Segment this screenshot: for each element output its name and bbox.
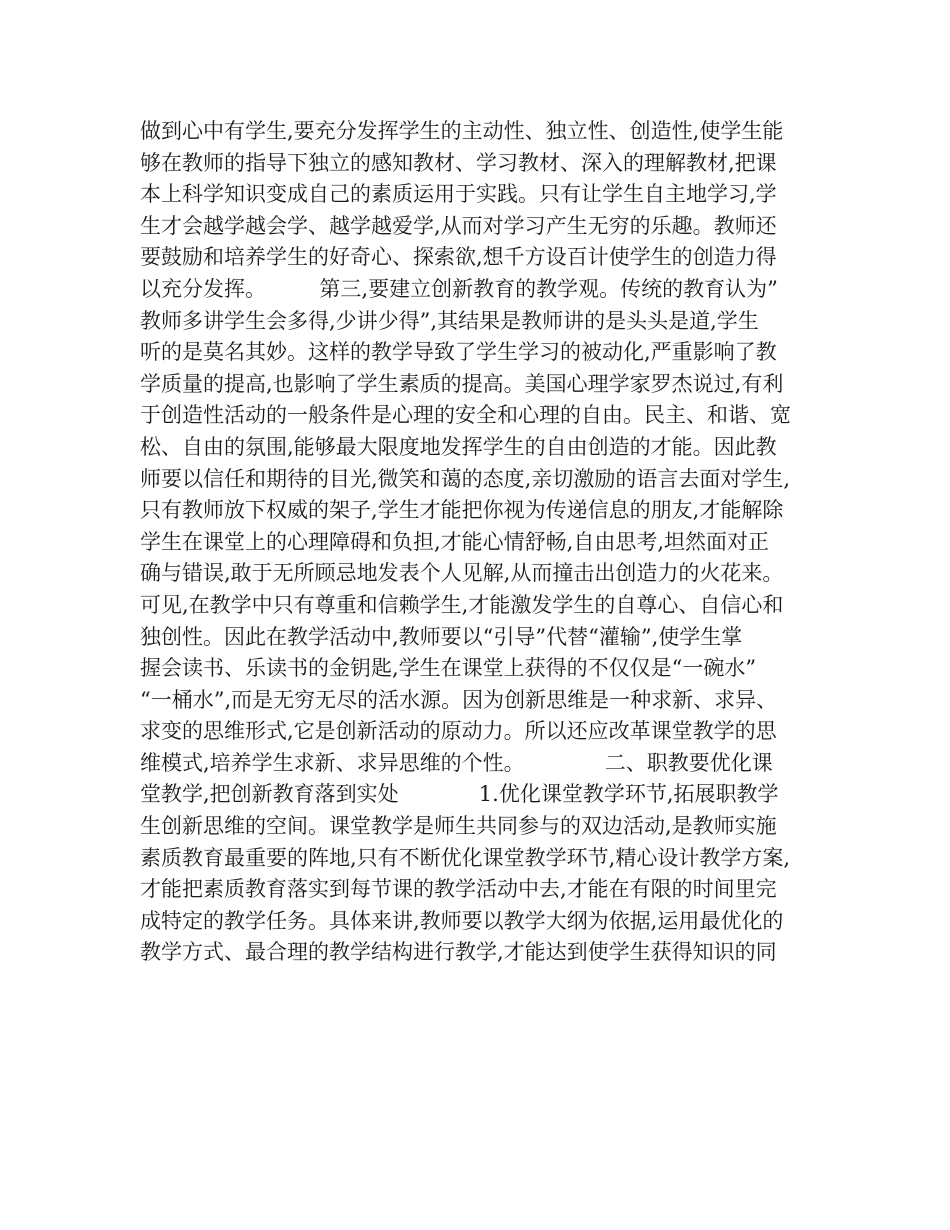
text-line: 才能把素质教育落实到每节课的教学活动中去,才能在有限的时间里完 (140, 877, 777, 902)
text-line: 维模式,培养学生求新、求异思维的个性。 二、职教要优化课 (140, 750, 773, 775)
body-text (140, 116, 820, 969)
text-line: 素质教育最重要的阵地,只有不断优化课堂教学环节,精心设计教学方案, (140, 845, 791, 870)
text-line: 够在教师的指导下独立的感知教材、学习教材、深入的理解教材,把课 (140, 150, 777, 175)
text-line: 学生在课堂上的心理障碍和负担,才能心情舒畅,自由思考,坦然面对正 (140, 529, 770, 554)
text-line: 堂教学,把创新教育落到实处 1.优化课堂教学环节,拓展职教学 (140, 782, 779, 807)
text-line: 要鼓励和培养学生的好奇心、探索欲,想千方设百计使学生的创造力得 (140, 245, 777, 270)
text-line: 学质量的提高,也影响了学生素质的提高。美国心理学家罗杰说过,有利 (140, 371, 784, 396)
text-line: 生才会越学越会学、越学越爱学,从而对学习产生无穷的乐趣。教师还 (140, 213, 777, 238)
text-line: 握会读书、乐读书的金钥匙,学生在课堂上获得的不仅仅是“一碗水” (140, 656, 757, 681)
text-line: 教师多讲学生会多得,少讲少得”,其结果是教师讲的是头头是道,学生 (140, 308, 759, 333)
text-line: 本上科学知识变成自己的素质运用于实践。只有让学生自主地学习,学 (140, 182, 777, 207)
text-line: 教学方式、最合理的教学结构进行教学,才能达到使学生获得知识的同 (140, 940, 777, 965)
text-line: 听的是莫名其妙。这样的教学导致了学生学习的被动化,严重影响了教 (140, 340, 777, 365)
text-line: 成特定的教学任务。具体来讲,教师要以教学大纲为依据,运用最优化的 (140, 908, 784, 933)
text-line: “一桶水”,而是无穷无尽的活水源。因为创新思维是一种求新、求异、 (140, 687, 778, 712)
text-line: 独创性。因此在教学活动中,教师要以“引导”代替“灌输”,使学生掌 (140, 624, 743, 649)
text-line: 师要以信任和期待的目光,微笑和蔼的态度,亲切激励的语言去面对学生, (140, 466, 791, 491)
text-line: 做到心中有学生,要充分发挥学生的主动性、独立性、创造性,使学生能 (140, 119, 784, 143)
text-line: 可见,在教学中只有尊重和信赖学生,才能激发学生的自尊心、自信心和 (140, 592, 784, 617)
text-line: 于创造性活动的一般条件是心理的安全和心理的自由。民主、和谐、宽 (140, 403, 791, 428)
text-line: 只有教师放下权威的架子,学生才能把你视为传递信息的朋友,才能解除 (140, 498, 784, 523)
text-line: 确与错误,敢于无所顾忌地发表个人见解,从而撞击出创造力的火花来。 (140, 561, 784, 586)
text-line: 求变的思维形式,它是创新活动的原动力。所以还应改革课堂教学的思 (140, 719, 777, 744)
text-line: 松、自由的氛围,能够最大限度地发挥学生的自由创造的才能。因此教 (140, 434, 777, 459)
text-line: 生创新思维的空间。课堂教学是师生共同参与的双边活动,是教师实施 (140, 814, 777, 839)
text-line: 以充分发挥。 第三,要建立创新教育的教学观。传统的教育认为” (140, 276, 778, 301)
